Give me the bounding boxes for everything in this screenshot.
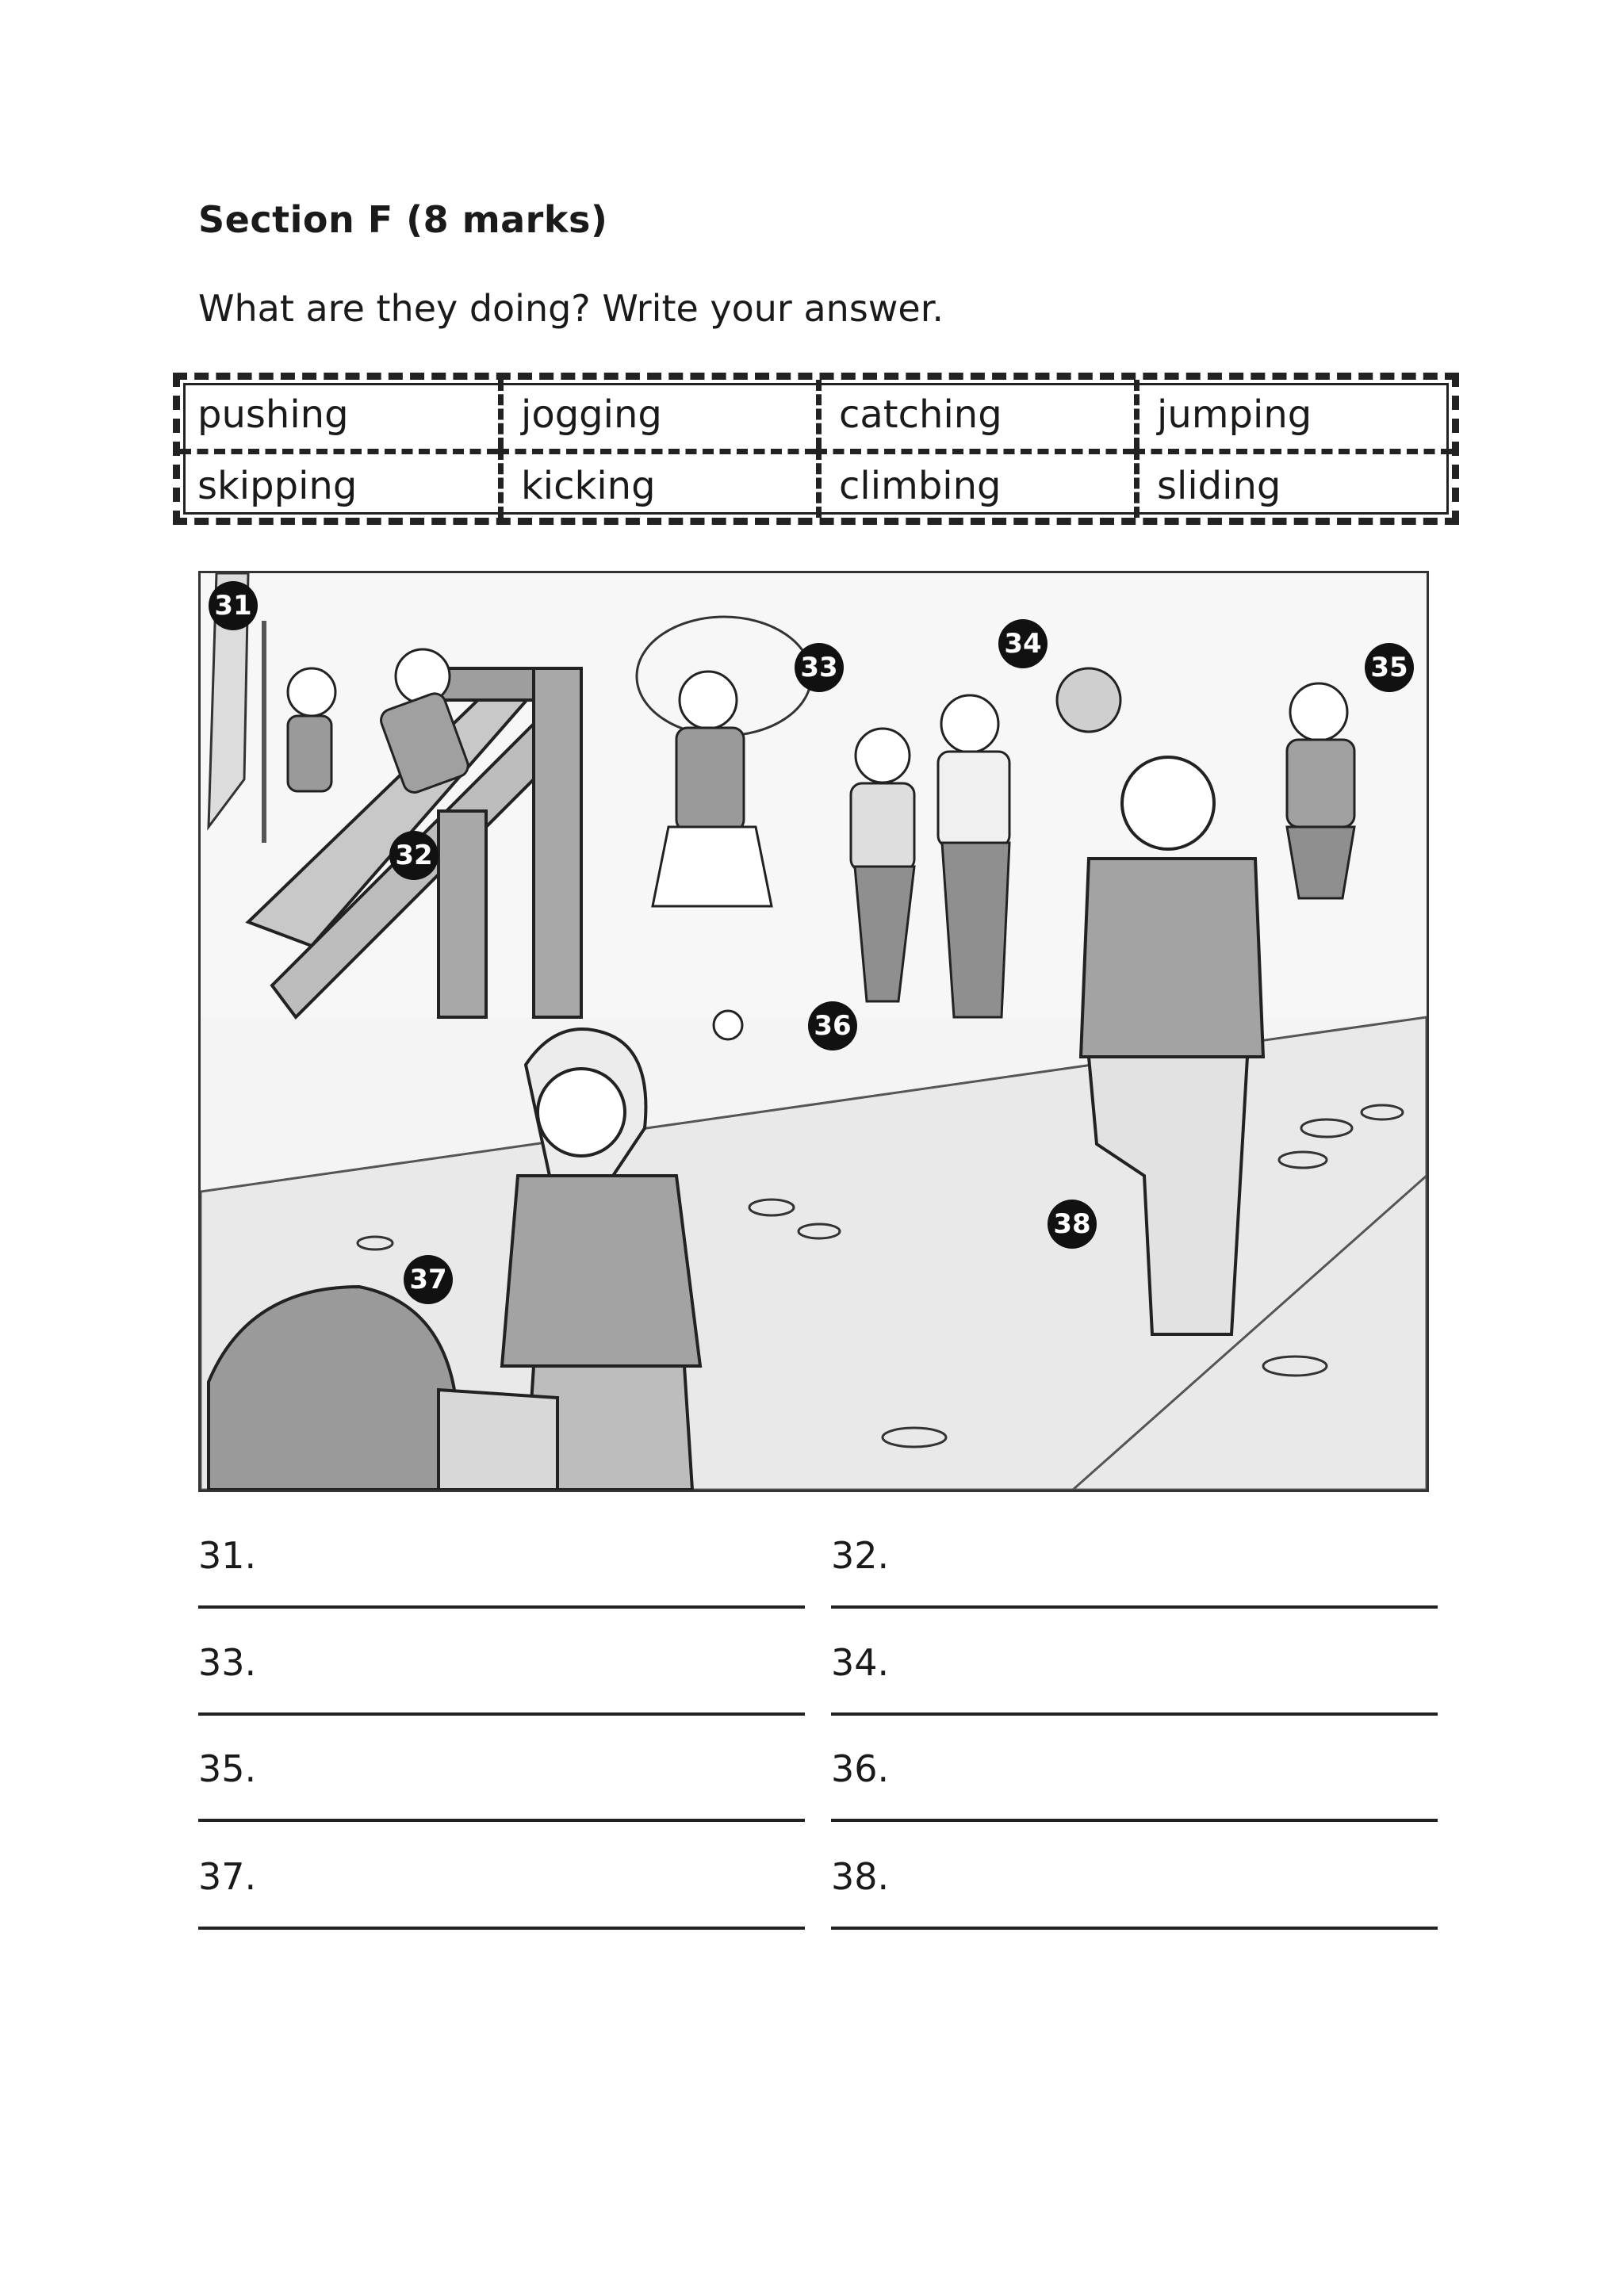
marker-35: 35 (1365, 643, 1414, 692)
answer-number: 32. (831, 1534, 890, 1577)
answer-line[interactable] (831, 1927, 1438, 1930)
word-bank-item: catching (816, 380, 1134, 449)
answer-36[interactable] (831, 1747, 1438, 1790)
answer-38[interactable] (831, 1855, 1438, 1898)
answer-35[interactable] (198, 1747, 805, 1790)
marker-34: 34 (998, 619, 1048, 668)
word-bank-item: skipping (180, 449, 498, 518)
section-title: Section F (8 marks) (198, 198, 608, 241)
answer-number: 36. (831, 1747, 890, 1790)
answer-line[interactable] (198, 1819, 805, 1822)
marker-37: 37 (404, 1255, 453, 1304)
instruction-text: What are they doing? Write your answer. (198, 287, 944, 330)
child-jumping (1287, 683, 1354, 898)
answer-33[interactable] (198, 1641, 805, 1684)
answer-line[interactable] (831, 1605, 1438, 1609)
answer-number: 31. (198, 1534, 257, 1577)
answer-number: 33. (198, 1641, 257, 1684)
answer-number: 38. (831, 1855, 890, 1898)
answer-number: 37. (198, 1855, 257, 1898)
answer-31[interactable] (198, 1534, 805, 1577)
marker-31: 31 (209, 581, 258, 630)
answer-line[interactable] (198, 1712, 805, 1716)
word-bank-item: pushing (197, 392, 349, 437)
word-bank-item: jumping (1134, 380, 1452, 449)
answer-number: 34. (831, 1641, 890, 1684)
word-bank-item: kicking (498, 449, 816, 518)
answer-line[interactable] (198, 1927, 805, 1930)
answer-37[interactable] (198, 1855, 805, 1898)
playground-illustration (198, 571, 1429, 1492)
word-bank (173, 373, 1459, 525)
answer-line[interactable] (831, 1819, 1438, 1822)
marker-33: 33 (795, 643, 844, 692)
answer-32[interactable] (831, 1534, 1438, 1577)
word-bank-item: climbing (816, 449, 1134, 518)
marker-36: 36 (808, 1001, 857, 1050)
marker-32: 32 (389, 831, 439, 880)
word-bank-item: sliding (1134, 449, 1452, 518)
answer-number: 35. (198, 1747, 257, 1790)
word-bank-item: jogging (498, 380, 816, 449)
answer-line[interactable] (831, 1712, 1438, 1716)
answer-34[interactable] (831, 1641, 1438, 1684)
answer-line[interactable] (198, 1605, 805, 1609)
marker-38: 38 (1048, 1200, 1097, 1249)
